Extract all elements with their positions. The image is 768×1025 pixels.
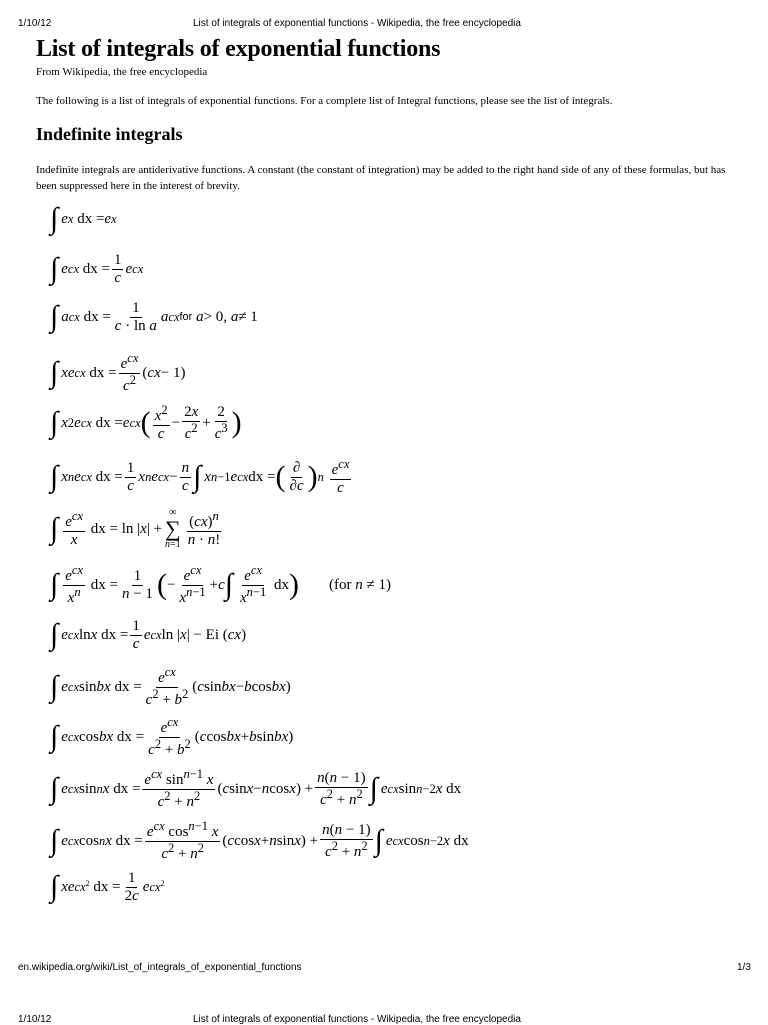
formula-8: ∫ $\frac{e^{cx}}{x^n}$ dx = $\frac{1}{n - 1}$ ( − $\frac{e^{cx}}{x^{n-1}}$ + c ∫ $\frac{e^{cx}}{x^{n-1}}$ dx ) (for n ≠ 1) [50, 563, 391, 606]
formula-10: ∫ e cx sin bx dx = $\frac{e^{cx}}{c^2 + b^2}$ ( c sin bx − b cos bx ) [50, 665, 291, 708]
print-footer-url: en.wikipedia.org/wiki/List_of_integrals_of_exponential_functions [18, 962, 302, 973]
formula-11: ∫ e cx cos bx dx = $\frac{e^{cx}}{c^2 + b^2}$ ( c cos bx + b sin bx ) [50, 715, 294, 758]
section-paragraph: Indefinite integrals are antiderivative functions. A constant (the constant of integration) may be added to the right hand side of any of these formulas, but has been suppressed here in the interest of brevity. [36, 164, 726, 192]
formula-1: ∫ e x dx = e x [50, 202, 117, 235]
intro-paragraph: The following is a list of integrals of exponential functions. For a complete list of Integral functions, please see the list of integrals. [36, 95, 613, 107]
print-header-date: 1/10/12 [18, 18, 52, 29]
formula-12: ∫ e cx sin n x dx = $\frac{e^{cx} \sin^{n-1} x}{c^2 + n^2}$ ( c sin x − n cos x ) + $\frac{n(n - 1)}{c^2 + n^2}$ ∫ e cx sin n−2 x dx [50, 767, 462, 810]
print-footer-page-number: 1/3 [737, 962, 751, 973]
next-page-header-title: List of integrals of exponential functions - Wikipedia, the free encyclopedia [193, 1014, 521, 1025]
page-subtitle: From Wikipedia, the free encyclopedia [36, 66, 208, 78]
formula-6: ∫ x n e cx dx = $\frac{1}{c}$ x n e cx − $\frac{n}{c}$ ∫ x n−1 e cx dx = ( $\frac{\partial}{\partial c}$ ) n $\frac{e^{cx}}{c}$ [50, 457, 350, 496]
page-title: List of integrals of exponential functions [36, 36, 441, 62]
formula-5: ∫ x 2 e cx dx = e cx ( $\frac{x^2}{c}$ − $\frac{2x}{c^2}$ + $\frac{2}{c^3}$ ) [50, 403, 242, 442]
formula-4: ∫ xe cx dx = $\frac{e^{cx}}{c^2}$ ( cx − 1) [50, 351, 186, 394]
formula-3: ∫ a cx dx = $\frac{1}{\text{c · ln a}}$ a cx for a > 0, a ≠ 1 [50, 300, 258, 334]
section-heading: Indefinite integrals [36, 124, 183, 144]
formula-2: ∫ e cx dx = $\frac{1}{c}$ e cx [50, 252, 144, 286]
print-header-title: List of integrals of exponential functions - Wikipedia, the free encyclopedia [193, 18, 521, 29]
formula-7: ∫ $\frac{e^{cx}}{x}$ dx = ln | x | + ∞ ∑ n=1 $\frac{(cx)^n}{n \cdot n!}$ [50, 507, 221, 550]
next-page-header-date: 1/10/12 [18, 1014, 52, 1025]
formula-14: ∫ xe $cx^2$ dx = $\frac{1}{2c}$ e $cx^2$ [50, 870, 165, 904]
formula-9: ∫ e cx ln x dx = $\frac{1}{c}$ e cx ln | x | − Ei ( cx ) [50, 618, 247, 652]
formula-13: ∫ e cx cos n x dx = $\frac{e^{cx} \cos^{n-1} x}{c^2 + n^2}$ ( c cos x + n sin x ) + $\frac{n(n - 1)}{c^2 + n^2}$ ∫ e cx cos n−2 x dx [50, 819, 469, 862]
